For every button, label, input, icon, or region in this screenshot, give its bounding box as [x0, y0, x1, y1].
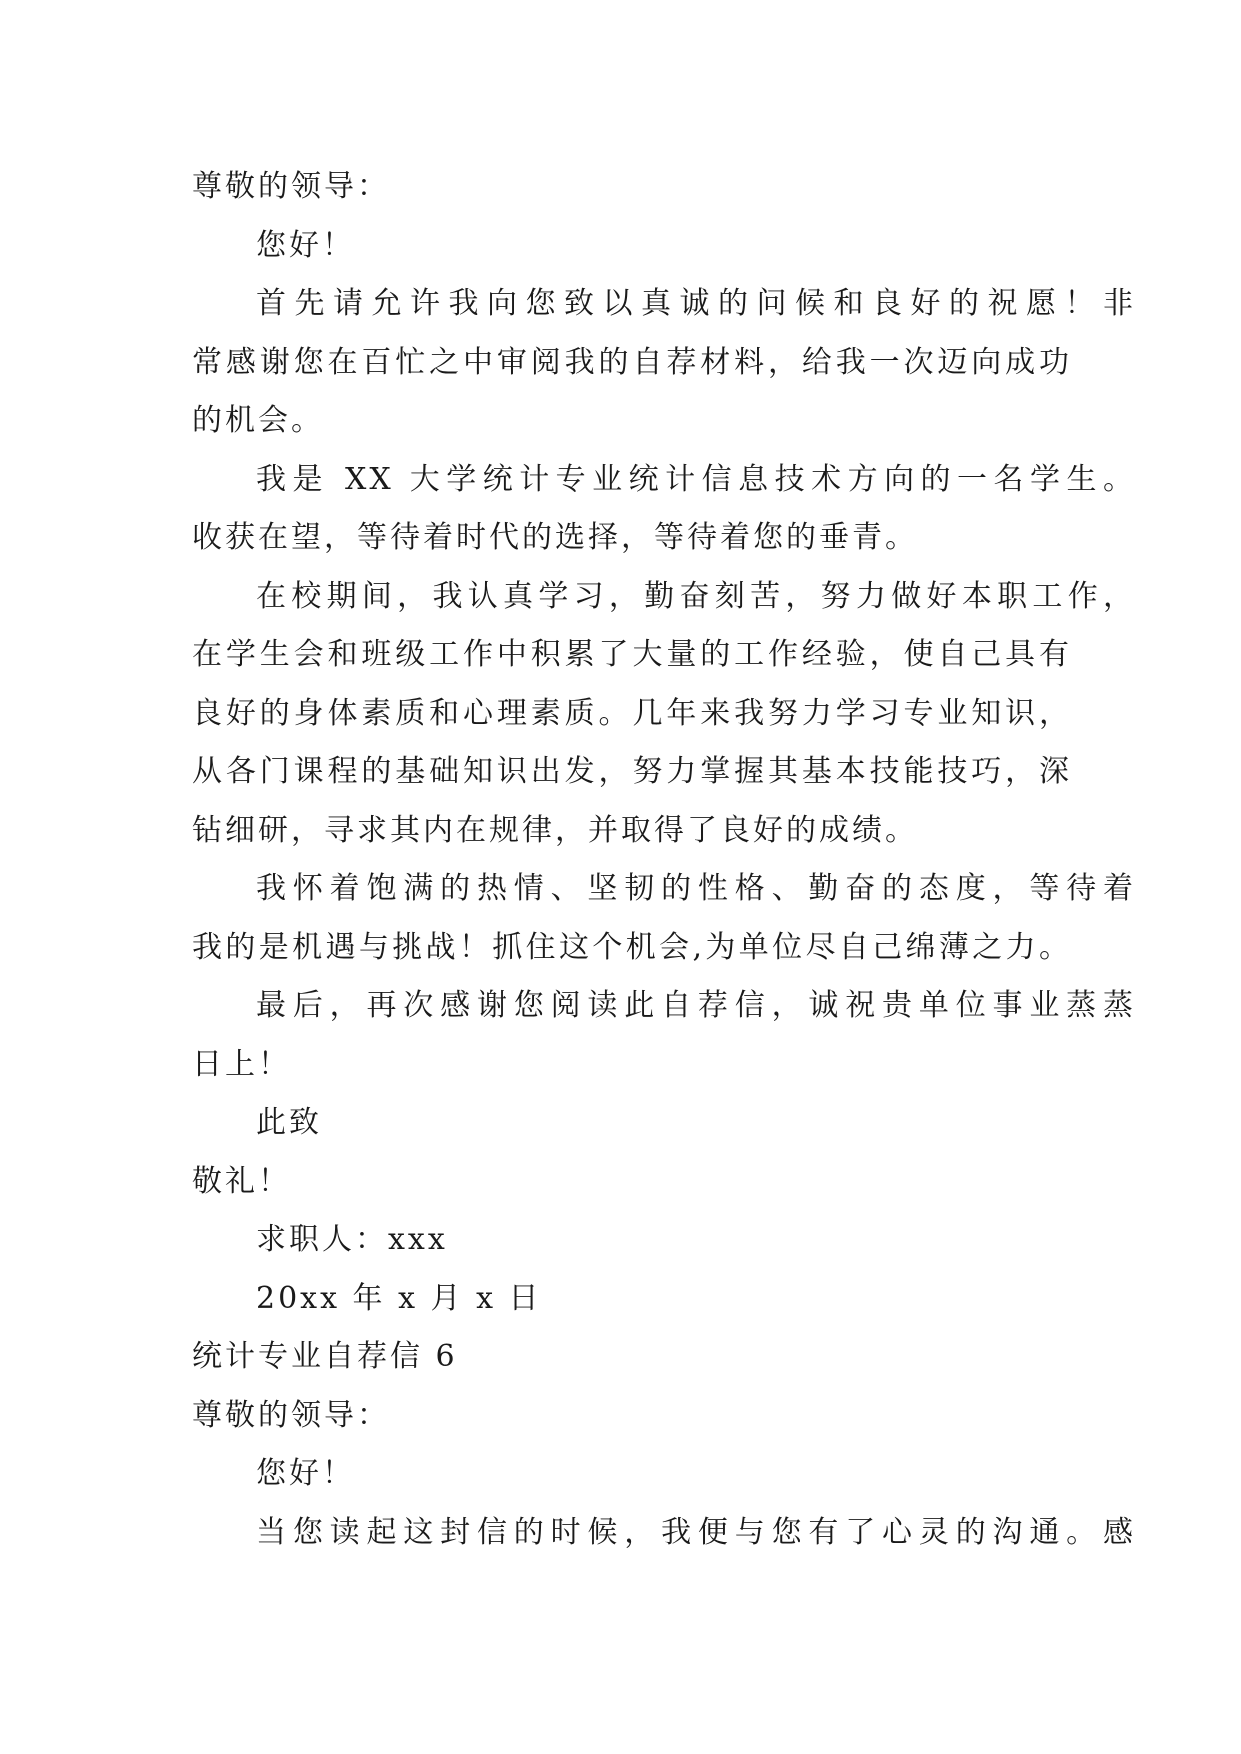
- closing-phrase: 此致: [256, 1105, 322, 1140]
- paragraph-line: 当您读起这封信的时候，我便与您有了心灵的沟通。感: [256, 1514, 1136, 1550]
- letter-body: [192, 158, 1136, 1562]
- closing-salute: 敬礼！: [192, 1163, 291, 1199]
- paragraph-line: 在学生会和班级工作中积累了大量的工作经验，使自己具有: [192, 637, 1072, 672]
- signature-date: 20xx 年 x 月 x 日: [256, 1280, 542, 1316]
- paragraph-line: 在校期间，我认真学习，勤奋刻苦，努力做好本职工作，: [256, 578, 1136, 614]
- paragraph-line: 的机会。: [192, 403, 324, 438]
- paragraph-line: 日上！: [192, 1046, 291, 1082]
- paragraph-line: 从各门课程的基础知识出发，努力掌握其基本技能技巧，深: [192, 754, 1072, 789]
- signature-applicant: 求职人：xxx: [256, 1222, 448, 1257]
- paragraph-line: 常感谢您在百忙之中审阅我的自荐材料，给我一次迈向成功: [192, 344, 1072, 380]
- paragraph-line: 首先请允许我向您致以真诚的问候和良好的祝愿！非: [256, 286, 1136, 321]
- paragraph-line: 我是 XX 大学统计专业统计信息技术方向的一名学生。: [256, 461, 1136, 497]
- paragraph-line: 良好的身体素质和心理素质。几年来我努力学习专业知识，: [192, 695, 1072, 731]
- section-title: 统计专业自荐信 6: [192, 1339, 458, 1374]
- paragraph-line: 收获在望，等待着时代的选择，等待着您的垂青。: [192, 520, 918, 555]
- greeting: 您好！: [256, 227, 355, 263]
- salutation: 尊敬的领导：: [192, 169, 390, 204]
- paragraph-line: 钻细研，寻求其内在规律，并取得了良好的成绩。: [192, 812, 918, 848]
- paragraph-line: 我怀着饱满的热情、坚韧的性格、勤奋的态度，等待着: [256, 871, 1136, 906]
- greeting: 您好！: [256, 1456, 355, 1491]
- paragraph-line: 最后，再次感谢您阅读此自荐信，诚祝贵单位事业蒸蒸: [256, 988, 1136, 1023]
- paragraph-line: 我的是机遇与挑战！抓住这个机会,为单位尽自己绵薄之力。: [192, 929, 1072, 965]
- salutation: 尊敬的领导：: [192, 1397, 390, 1433]
